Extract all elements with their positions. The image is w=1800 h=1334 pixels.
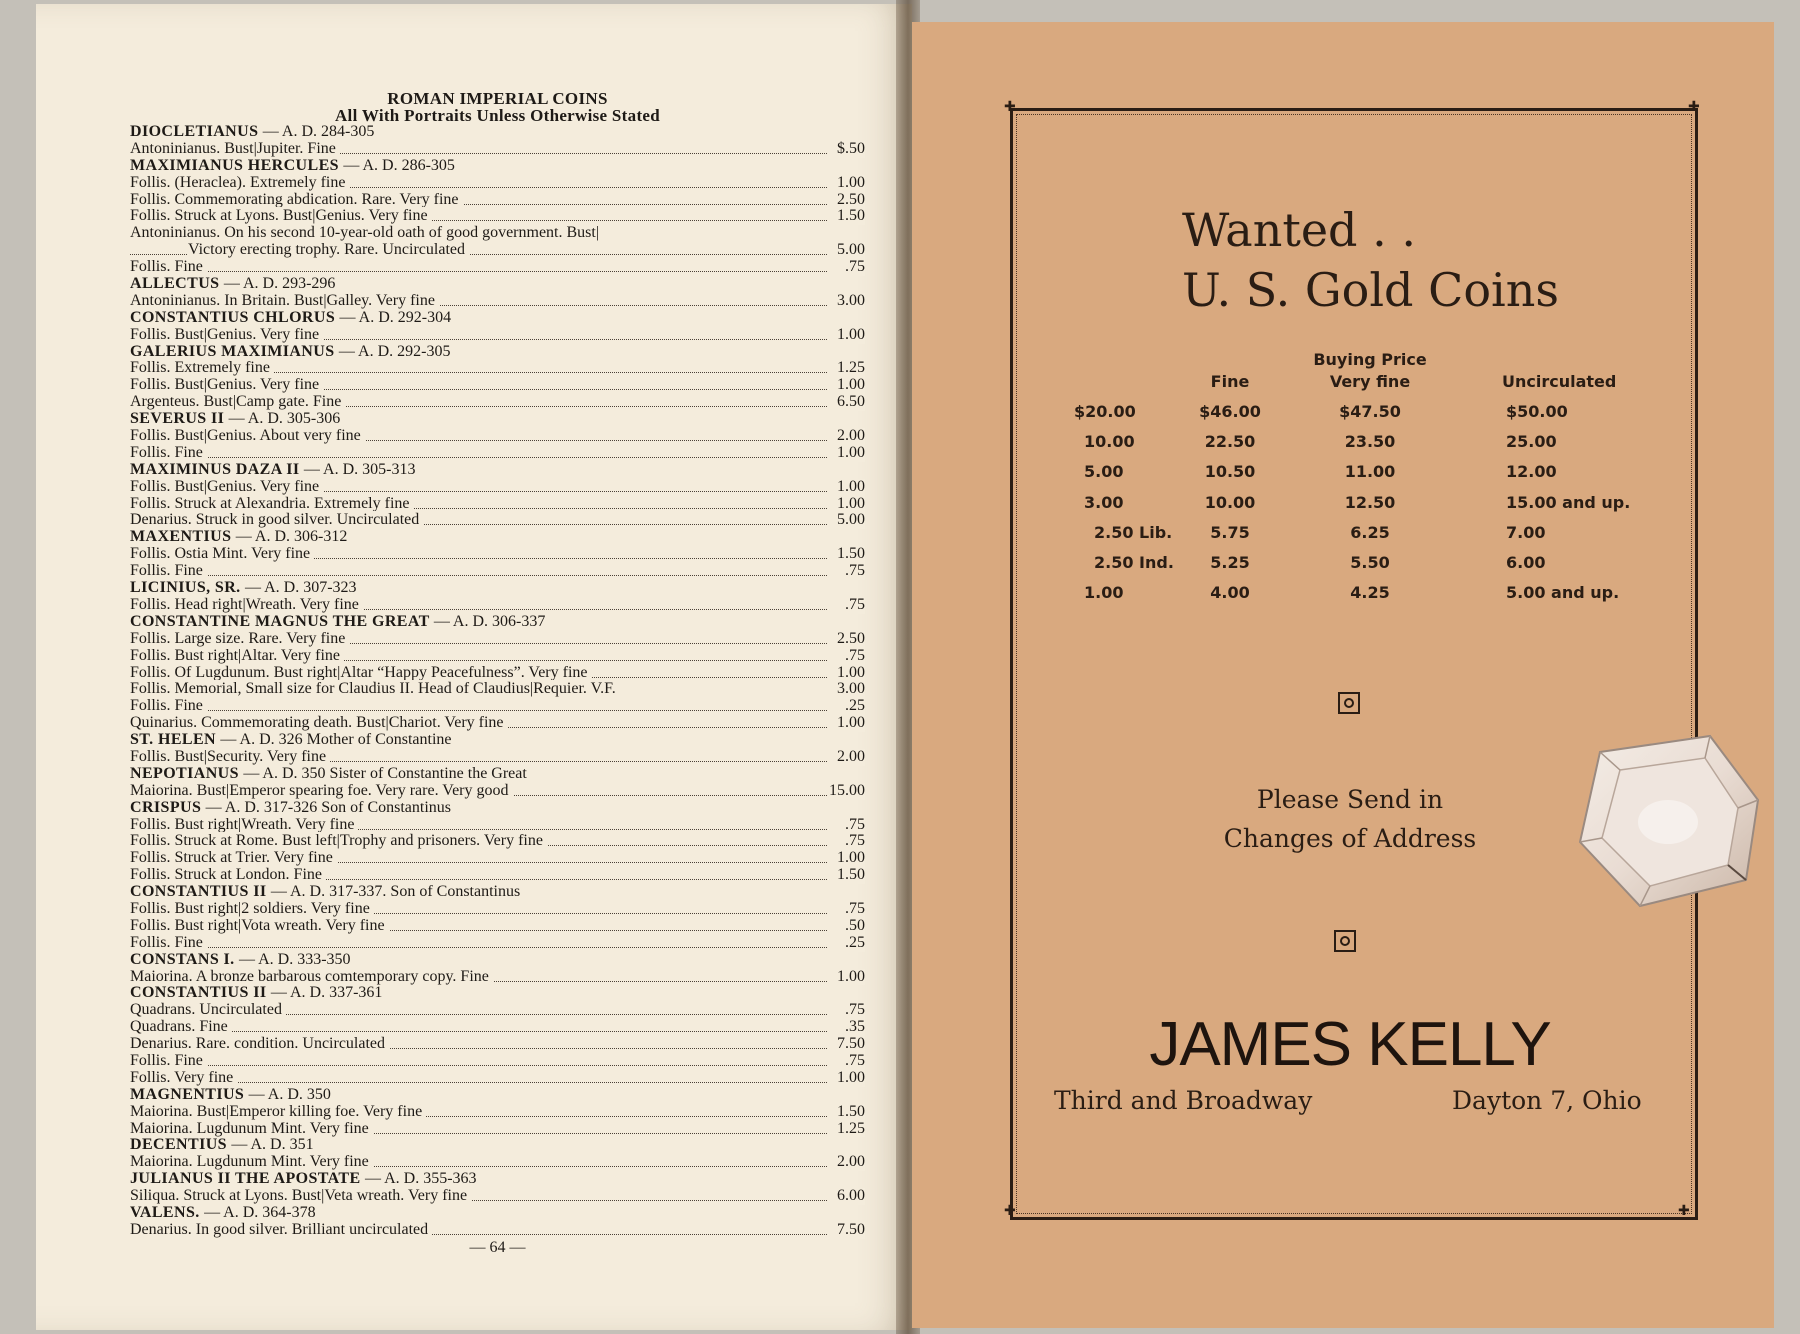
coin-description: Maiorina. Lugdunum Mint. Very fine bbox=[130, 1120, 373, 1137]
ruler-name: CRISPUS bbox=[130, 798, 202, 816]
gold-coins-line: U. S. Gold Coins bbox=[1182, 263, 1559, 317]
notice-line: Please Send in bbox=[1256, 785, 1444, 814]
denomination-cell: 1.00 bbox=[1084, 583, 1124, 603]
coin-price: 5.00 bbox=[823, 512, 865, 529]
coin-description: Follis. Fine bbox=[130, 562, 207, 579]
coin-listing bbox=[130, 698, 865, 715]
very-fine-price-cell: 6.25 bbox=[1350, 522, 1390, 542]
coin-description: Quadrans. Fine bbox=[130, 1018, 232, 1035]
coin-description: Denarius. Rare. condition. Uncirculated bbox=[130, 1035, 389, 1052]
coin-description: Maiorina. A bronze barbarous comtemporary copy. Fine bbox=[130, 968, 493, 985]
fine-price-cell: 10.00 bbox=[1204, 492, 1256, 512]
coin-listing bbox=[130, 175, 865, 192]
coin-price: 3.00 bbox=[823, 681, 865, 698]
coin-price: 2.00 bbox=[823, 1154, 865, 1171]
ruler-name: CONSTANTINE MAGNUS THE GREAT bbox=[130, 612, 430, 630]
ruler-reign-dates: — A. D. 337-361 bbox=[270, 984, 383, 1002]
coin-listing bbox=[130, 850, 865, 867]
very-fine-price-cell: 23.50 bbox=[1344, 432, 1396, 452]
very-fine-price-cell: 12.50 bbox=[1344, 492, 1396, 512]
ruler-name: GALERIUS MAXIMIANUS bbox=[130, 342, 335, 360]
uncirculated-price-cell: 15.00 and up. bbox=[1506, 492, 1631, 512]
coin-price: .75 bbox=[823, 259, 865, 276]
ruler-reign-dates: — A. D. 292-304 bbox=[339, 308, 452, 326]
ruler-reign-dates: — A. D. 306-312 bbox=[235, 528, 348, 546]
ruler-name: MAXIMINUS DAZA II bbox=[130, 460, 300, 478]
coin-price: 1.00 bbox=[823, 445, 865, 462]
ruler-heading bbox=[130, 1205, 865, 1222]
coin-price: 1.25 bbox=[823, 1121, 865, 1138]
coin-listing bbox=[130, 935, 865, 952]
address-notice bbox=[1150, 780, 1550, 858]
table-row bbox=[1060, 523, 1660, 547]
coin-listing bbox=[130, 141, 865, 158]
coin-listing bbox=[130, 496, 865, 513]
coin-listing bbox=[130, 715, 865, 732]
ruler-reign-dates: — A. D. 286-305 bbox=[343, 156, 455, 174]
address-city: Dayton 7, Ohio bbox=[1452, 1086, 1642, 1115]
coin-listing bbox=[130, 1154, 865, 1171]
coin-price: .25 bbox=[823, 935, 865, 952]
table-row bbox=[1060, 493, 1660, 517]
coin-description: Follis. Struck at Lyons. Bust|Genius. Very fine bbox=[130, 207, 432, 224]
coin-listing bbox=[130, 749, 865, 766]
coin-price: 1.25 bbox=[823, 360, 865, 377]
dealer-name: JAMES KELLY bbox=[1149, 1010, 1551, 1079]
ruler-heading bbox=[130, 884, 865, 901]
ruler-reign-dates: — A. D. 317-326 Son of Constantinus bbox=[205, 798, 452, 816]
table-header-row bbox=[1060, 372, 1660, 396]
coin-description: Follis. Bust right|Vota wreath. Very fine bbox=[130, 917, 389, 934]
coin-price: 1.00 bbox=[823, 377, 865, 394]
address-street: Third and Broadway bbox=[1054, 1086, 1313, 1115]
ruler-heading bbox=[130, 158, 865, 175]
ruler-heading bbox=[130, 614, 865, 631]
coin-description: Antoninianus. Bust|Jupiter. Fine bbox=[130, 140, 340, 157]
corner-ornament-icon: ✚ bbox=[1688, 99, 1700, 115]
ruler-heading bbox=[130, 276, 865, 293]
coin-listing bbox=[130, 833, 865, 850]
coin-description: Maiorina. Bust|Emperor spearing foe. Very rare. Very good bbox=[130, 782, 513, 799]
coin-listing bbox=[130, 512, 865, 529]
table-group-header-row bbox=[1060, 350, 1660, 374]
ruler-reign-dates: — A. D. 306-337 bbox=[433, 612, 546, 630]
very-fine-price-cell: 5.50 bbox=[1350, 553, 1390, 572]
coin-description: Follis. Of Lugdunum. Bust right|Altar “Happy Peacefulness”. Very fine bbox=[130, 664, 592, 681]
ruler-reign-dates: — A. D. 364-378 bbox=[204, 1204, 316, 1221]
ruler-heading bbox=[130, 580, 865, 597]
table-row bbox=[1060, 583, 1660, 607]
coin-listing bbox=[130, 969, 865, 986]
ruler-name: VALENS. bbox=[130, 1204, 200, 1221]
denomination-cell: 5.00 bbox=[1084, 462, 1124, 482]
wanted-line: Wanted . . bbox=[1182, 203, 1416, 257]
coin-description: Follis. Bust|Security. Very fine bbox=[130, 748, 330, 765]
coin-listing bbox=[130, 597, 865, 614]
coin-listing bbox=[130, 546, 865, 563]
ruler-heading bbox=[130, 124, 865, 141]
table-row bbox=[1060, 402, 1660, 426]
coin-listing bbox=[130, 1019, 865, 1036]
coin-listing bbox=[130, 901, 865, 918]
square-ornament-icon bbox=[1334, 930, 1356, 952]
column-header-uncirculated: Uncirculated bbox=[1502, 372, 1617, 391]
coin-price: 1.00 bbox=[823, 1070, 865, 1087]
ruler-name: NEPOTIANUS bbox=[130, 764, 239, 782]
very-fine-price-cell: 11.00 bbox=[1344, 462, 1396, 482]
coin-price: 1.00 bbox=[823, 969, 865, 986]
coin-listing bbox=[130, 1222, 865, 1239]
coin-price: .75 bbox=[823, 597, 865, 614]
coin-price: 1.00 bbox=[823, 496, 865, 513]
coin-price: .75 bbox=[823, 901, 865, 918]
coin-price: 7.50 bbox=[823, 1036, 865, 1053]
coin-description: Antoninianus. On his second 10-year-old oath of good government. Bust| bbox=[130, 224, 603, 241]
ruler-reign-dates: — A. D. 292-305 bbox=[338, 342, 451, 360]
coin-description: Follis. Memorial, Small size for Claudius II. Head of Claudius|Requier. V.F. bbox=[130, 680, 620, 697]
denomination-cell: 2.50 Ind. bbox=[1094, 553, 1174, 572]
coin-listing bbox=[130, 563, 865, 580]
uncirculated-price-cell: $50.00 bbox=[1506, 402, 1568, 421]
coin-listing bbox=[130, 665, 865, 682]
ruler-reign-dates: — A. D. 333-350 bbox=[238, 950, 351, 968]
ruler-name: CONSTANS I. bbox=[130, 950, 235, 968]
uncirculated-price-cell: 7.00 bbox=[1506, 522, 1546, 542]
denomination-cell: $20.00 bbox=[1074, 402, 1136, 421]
glass-paperweight-icon bbox=[1560, 730, 1770, 910]
coin-listing bbox=[130, 428, 865, 445]
coin-description: Follis. Struck at Alexandria. Extremely fine bbox=[130, 495, 414, 512]
denomination-cell: 2.50 Lib. bbox=[1094, 522, 1173, 542]
coin-listing bbox=[130, 327, 865, 344]
fine-price-cell: 5.25 bbox=[1210, 553, 1250, 572]
buying-price-header: Buying Price bbox=[1313, 350, 1427, 369]
coin-listing bbox=[130, 192, 865, 209]
ruler-reign-dates: — A. D. 350 bbox=[248, 1085, 331, 1103]
ruler-name: MAGNENTIUS bbox=[130, 1085, 245, 1103]
coin-description: Follis. Large size. Rare. Very fine bbox=[130, 630, 349, 647]
coin-description: Follis. Head right|Wreath. Very fine bbox=[130, 596, 363, 613]
coin-listing bbox=[130, 1053, 865, 1070]
coin-price: 5.00 bbox=[823, 242, 865, 259]
coin-price: 6.00 bbox=[823, 1188, 865, 1205]
coin-listing bbox=[130, 360, 865, 377]
uncirculated-price-cell: 25.00 bbox=[1506, 432, 1557, 452]
ruler-reign-dates: — A. D. 350 Sister of Constantine the Great bbox=[243, 764, 527, 782]
coin-description: Maiorina. Lugdunum Mint. Very fine bbox=[130, 1153, 373, 1170]
coin-description: Quinarius. Commemorating death. Bust|Chariot. Very fine bbox=[130, 714, 508, 731]
ruler-reign-dates: — A. D. 317-337. Son of Constantinus bbox=[270, 883, 521, 901]
coin-description: Follis. Bust|Genius. About very fine bbox=[130, 427, 365, 444]
ruler-reign-dates: — A. D. 305-306 bbox=[228, 410, 341, 428]
coin-listing bbox=[130, 225, 865, 242]
ruler-name: CONSTANTIUS II bbox=[130, 883, 267, 901]
coin-listing bbox=[130, 783, 865, 800]
coin-listing bbox=[130, 1036, 865, 1053]
very-fine-price-cell: 4.25 bbox=[1350, 583, 1390, 603]
coin-price: 1.00 bbox=[823, 479, 865, 496]
coin-listing bbox=[130, 1121, 865, 1138]
coin-description: Follis. Bust|Genius. Very fine bbox=[130, 478, 323, 495]
ruler-reign-dates: — A. D. 326 Mother of Constantine bbox=[220, 731, 452, 749]
coin-description: Follis. Bust|Genius. Very fine bbox=[130, 326, 323, 343]
coin-description: Denarius. In good silver. Brilliant uncirculated bbox=[130, 1221, 432, 1238]
coin-price: 1.50 bbox=[823, 208, 865, 225]
ruler-name: LICINIUS, SR. bbox=[130, 579, 241, 597]
ruler-reign-dates: — A. D. 293-296 bbox=[223, 275, 336, 293]
table-row bbox=[1060, 553, 1660, 577]
ruler-name: CONSTANTIUS II bbox=[130, 984, 267, 1002]
ruler-name: ST. HELEN bbox=[130, 731, 216, 749]
coin-description: Follis. Struck at London. Fine bbox=[130, 866, 326, 883]
price-lines bbox=[130, 124, 865, 1239]
coin-description: Antoninianus. In Britain. Bust|Galley. Very fine bbox=[130, 292, 439, 309]
ruler-name: MAXENTIUS bbox=[130, 528, 232, 546]
coin-price: 1.00 bbox=[823, 715, 865, 732]
coin-price: 1.00 bbox=[823, 327, 865, 344]
fine-price-cell: 4.00 bbox=[1210, 583, 1250, 603]
wanted-heading bbox=[1182, 200, 1559, 320]
table-row bbox=[1060, 462, 1660, 486]
coin-description: Victory erecting trophy. Rare. Uncirculated bbox=[188, 241, 469, 258]
ruler-name: DECENTIUS bbox=[130, 1136, 227, 1154]
ruler-heading bbox=[130, 529, 865, 546]
table-row bbox=[1060, 432, 1660, 456]
ruler-heading bbox=[130, 1087, 865, 1104]
coin-description: Follis. Fine bbox=[130, 444, 207, 461]
coin-listing bbox=[130, 631, 865, 648]
coin-price: 6.50 bbox=[823, 394, 865, 411]
coin-description: Follis. Fine bbox=[130, 258, 207, 275]
coin-listing bbox=[130, 648, 865, 665]
coin-listing bbox=[130, 259, 865, 276]
coin-listing bbox=[130, 1104, 865, 1121]
column-header-very-fine: Very fine bbox=[1329, 372, 1411, 391]
fine-price-cell: 22.50 bbox=[1204, 432, 1256, 452]
fine-price-cell: 5.75 bbox=[1210, 522, 1250, 542]
denomination-cell: 10.00 bbox=[1084, 432, 1135, 452]
ruler-reign-dates: — A. D. 307-323 bbox=[244, 579, 357, 597]
ruler-name: CONSTANTIUS CHLORUS bbox=[130, 308, 336, 326]
coin-price: .75 bbox=[823, 833, 865, 850]
coin-description: Siliqua. Struck at Lyons. Bust|Veta wreath. Very fine bbox=[130, 1187, 471, 1204]
coin-listing bbox=[130, 208, 865, 225]
coin-listing bbox=[130, 681, 865, 698]
ruler-reign-dates: — A. D. 351 bbox=[231, 1136, 314, 1154]
coin-description: Follis. Commemorating abdication. Rare. Very fine bbox=[130, 191, 463, 208]
coin-description: Quadrans. Uncirculated bbox=[130, 1001, 286, 1018]
coin-price: .75 bbox=[823, 1053, 865, 1070]
coin-description: Argenteus. Bust|Camp gate. Fine bbox=[130, 393, 345, 410]
notice-line: Changes of Address bbox=[1223, 824, 1477, 853]
coin-listing bbox=[130, 817, 865, 834]
ruler-heading bbox=[130, 732, 865, 749]
coin-description: Denarius. Struck in good silver. Uncirculated bbox=[130, 511, 423, 528]
coin-price: .50 bbox=[823, 918, 865, 935]
coin-description: Maiorina. Bust|Emperor killing foe. Very fine bbox=[130, 1103, 426, 1120]
coin-description: Follis. Bust right|Wreath. Very fine bbox=[130, 816, 358, 833]
coin-description: Follis. Extremely fine bbox=[130, 359, 274, 376]
coin-listing bbox=[130, 394, 865, 411]
coin-price: .35 bbox=[823, 1019, 865, 1036]
ruler-heading bbox=[130, 1171, 865, 1188]
corner-ornament-icon: ✚ bbox=[1004, 1203, 1016, 1219]
coin-price: 1.00 bbox=[823, 850, 865, 867]
coin-price: 2.00 bbox=[823, 428, 865, 445]
fine-price-cell: 10.50 bbox=[1204, 462, 1256, 482]
coin-listing bbox=[130, 1070, 865, 1087]
coin-price-list bbox=[130, 90, 865, 1256]
ruler-reign-dates: — A. D. 355-363 bbox=[364, 1170, 477, 1188]
coin-price: 1.50 bbox=[823, 1104, 865, 1121]
coin-price: 15.00 bbox=[823, 783, 865, 800]
ruler-heading bbox=[130, 985, 865, 1002]
coin-description: Follis. Bust right|Altar. Very fine bbox=[130, 647, 344, 664]
coin-price: 2.50 bbox=[823, 631, 865, 648]
list-subtitle: All With Portraits Unless Otherwise Stated bbox=[334, 106, 661, 125]
ruler-reign-dates: — A. D. 284-305 bbox=[262, 123, 375, 140]
coin-price: 1.50 bbox=[823, 546, 865, 563]
coin-description: Follis. Struck at Rome. Bust left|Trophy and prisoners. Very fine bbox=[130, 832, 547, 849]
denomination-cell: 3.00 bbox=[1084, 492, 1124, 512]
corner-ornament-icon: ✚ bbox=[1678, 1203, 1690, 1219]
ruler-name: DIOCLETIANUS bbox=[130, 123, 259, 140]
coin-price: 1.00 bbox=[823, 175, 865, 192]
uncirculated-price-cell: 12.00 bbox=[1506, 462, 1557, 482]
ruler-name: ALLECTUS bbox=[130, 275, 220, 293]
uncirculated-price-cell: 5.00 and up. bbox=[1506, 583, 1620, 603]
coin-listing bbox=[130, 867, 865, 884]
fine-price-cell: $46.00 bbox=[1199, 402, 1261, 421]
ruler-heading bbox=[130, 800, 865, 817]
ruler-heading bbox=[130, 344, 865, 361]
coin-listing bbox=[130, 1002, 865, 1019]
ruler-heading bbox=[130, 411, 865, 428]
coin-description: Follis. Fine bbox=[130, 1052, 207, 1069]
coin-price: .75 bbox=[823, 563, 865, 580]
coin-listing bbox=[130, 293, 865, 310]
ruler-heading bbox=[130, 462, 865, 479]
coin-listing bbox=[130, 918, 865, 935]
square-ornament-icon bbox=[1338, 692, 1360, 714]
coin-description: Follis. Bust right|2 soldiers. Very fine bbox=[130, 900, 374, 917]
coin-price: .75 bbox=[823, 648, 865, 665]
coin-description: Follis. (Heraclea). Extremely fine bbox=[130, 174, 349, 191]
coin-listing bbox=[130, 445, 865, 462]
ruler-heading bbox=[130, 766, 865, 783]
page-number: — 64 — bbox=[469, 1238, 526, 1256]
coin-listing bbox=[130, 1188, 865, 1205]
ruler-name: JULIANUS II THE APOSTATE bbox=[130, 1170, 361, 1188]
coin-price: 3.00 bbox=[823, 293, 865, 310]
ruler-name: MAXIMIANUS HERCULES bbox=[130, 156, 339, 174]
uncirculated-price-cell: 6.00 bbox=[1506, 553, 1546, 572]
coin-listing bbox=[130, 242, 865, 259]
ruler-heading bbox=[130, 1137, 865, 1154]
coin-description: Follis. Struck at Trier. Very fine bbox=[130, 849, 337, 866]
coin-price: 2.00 bbox=[823, 749, 865, 766]
very-fine-price-cell: $47.50 bbox=[1339, 402, 1401, 421]
coin-price: 1.50 bbox=[823, 867, 865, 884]
coin-description: Follis. Very fine bbox=[130, 1069, 237, 1086]
coin-description: Follis. Ostia Mint. Very fine bbox=[130, 545, 314, 562]
ruler-heading bbox=[130, 310, 865, 327]
coin-price: .75 bbox=[823, 1002, 865, 1019]
coin-price: 7.50 bbox=[823, 1222, 865, 1239]
coin-price: 1.00 bbox=[823, 665, 865, 682]
ruler-name: SEVERUS II bbox=[130, 410, 225, 428]
corner-ornament-icon: ✚ bbox=[1004, 99, 1016, 115]
coin-listing bbox=[130, 377, 865, 394]
coin-description: Follis. Fine bbox=[130, 934, 207, 951]
ruler-reign-dates: — A. D. 305-313 bbox=[303, 460, 416, 478]
coin-price: .75 bbox=[823, 817, 865, 834]
coin-price: .25 bbox=[823, 698, 865, 715]
ruler-heading bbox=[130, 952, 865, 969]
coin-price: 2.50 bbox=[823, 192, 865, 209]
coin-price: $.50 bbox=[823, 141, 865, 158]
list-title: ROMAN IMPERIAL COINS bbox=[387, 89, 608, 108]
coin-description: Follis. Fine bbox=[130, 697, 207, 714]
coin-description: Follis. Bust|Genius. Very fine bbox=[130, 376, 323, 393]
coin-listing bbox=[130, 479, 865, 496]
column-header-fine: Fine bbox=[1210, 372, 1250, 391]
